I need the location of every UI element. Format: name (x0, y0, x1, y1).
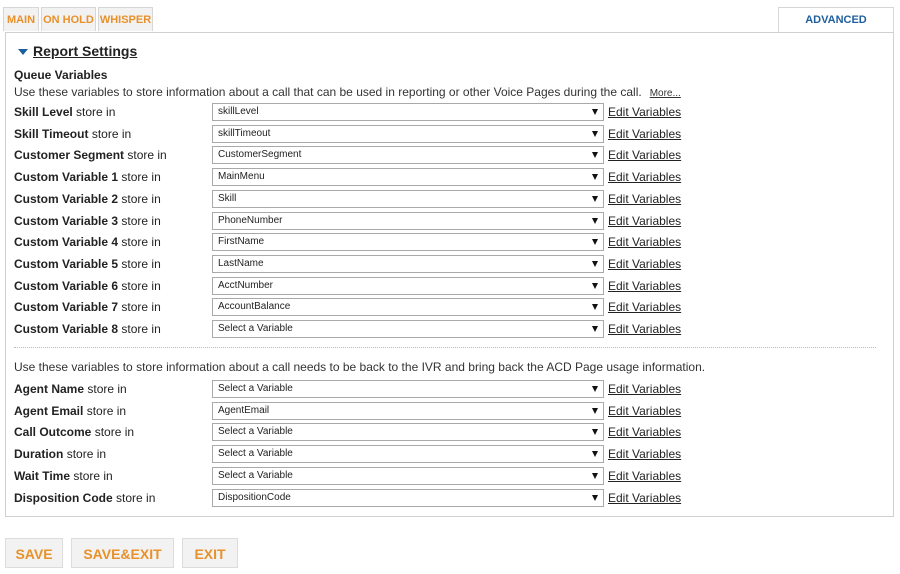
variable-name: Duration (14, 447, 64, 462)
variable-label (14, 105, 115, 119)
acd-variables-description: Use these variables to store information about a call needs to be back to the IVR and bring back the ACD Page usage information. (14, 360, 706, 374)
variable-row (14, 320, 894, 340)
variable-name: Customer Segment (14, 148, 125, 163)
variable-label (14, 322, 161, 336)
store-in-text: store in (127, 148, 167, 163)
variable-select-value: LastName (218, 257, 264, 269)
variable-select[interactable] (212, 125, 604, 143)
variable-select-value: Select a Variable (218, 448, 293, 460)
variable-row (14, 125, 894, 145)
variable-row (14, 445, 894, 465)
variable-select-value: skillTimeout (218, 127, 271, 139)
dropdown-arrow-icon (592, 196, 598, 202)
dropdown-arrow-icon (592, 152, 598, 158)
exit-button[interactable]: EXIT (182, 538, 238, 568)
dropdown-arrow-icon (592, 174, 598, 180)
edit-variables-link[interactable]: Edit Variables (608, 213, 682, 228)
variable-select-value: AccountBalance (218, 301, 291, 313)
store-in-text: store in (121, 191, 161, 206)
variable-label (14, 382, 127, 396)
variable-row (14, 467, 894, 487)
dropdown-arrow-icon (592, 109, 598, 115)
edit-variables-link[interactable]: Edit Variables (608, 235, 682, 250)
edit-variables-link[interactable]: Edit Variables (608, 300, 682, 315)
variable-label (14, 491, 155, 505)
store-in-text: store in (121, 256, 161, 271)
dropdown-arrow-icon (592, 239, 598, 245)
variable-select[interactable] (212, 380, 604, 398)
variable-name: Agent Name (14, 382, 85, 396)
dropdown-arrow-icon (592, 304, 598, 310)
store-in-text: store in (91, 126, 132, 141)
dropdown-arrow-icon (592, 131, 598, 137)
variable-name: Disposition Code (14, 490, 113, 505)
variable-row (14, 212, 894, 232)
tab-bar (0, 7, 900, 33)
variable-select-value: skillLevel (218, 106, 259, 117)
edit-variables-link[interactable]: Edit Variables (608, 191, 682, 206)
variable-label (14, 469, 113, 483)
queue-variables-heading: Queue Variables (14, 68, 108, 82)
collapse-triangle-icon[interactable] (18, 49, 28, 55)
variable-row (14, 168, 894, 188)
edit-variables-link[interactable]: Edit Variables (608, 322, 682, 336)
variable-label (14, 425, 134, 439)
variable-row (14, 402, 894, 422)
edit-variables-link[interactable]: Edit Variables (608, 382, 682, 396)
variable-name: Custom Variable 7 (14, 300, 119, 315)
store-in-text: store in (121, 300, 161, 315)
variable-select[interactable] (212, 320, 604, 338)
store-in-text: store in (86, 403, 127, 418)
variable-select[interactable] (212, 277, 604, 295)
edit-variables-link[interactable]: Edit Variables (608, 447, 682, 462)
variable-label (14, 192, 161, 206)
variable-label (14, 279, 161, 293)
variable-name: Custom Variable 3 (14, 213, 119, 228)
variable-select[interactable] (212, 255, 604, 273)
variable-select-value: AgentEmail (218, 404, 270, 416)
edit-variables-link[interactable]: Edit Variables (608, 126, 682, 141)
store-in-text: store in (66, 447, 107, 462)
dropdown-arrow-icon (592, 283, 598, 289)
variable-select-value: PhoneNumber (218, 214, 283, 226)
variable-select-value: Select a Variable (218, 383, 293, 394)
variable-name: Custom Variable 1 (14, 170, 119, 185)
variable-label (14, 214, 161, 228)
dropdown-arrow-icon (592, 429, 598, 435)
variable-label (14, 235, 161, 249)
store-in-text: store in (116, 490, 156, 505)
variable-select-value: Select a Variable (218, 426, 293, 438)
variable-name: Custom Variable 6 (14, 278, 119, 293)
variable-name: Custom Variable 8 (14, 322, 119, 336)
variable-row (14, 146, 894, 166)
variable-select-value: Skill (218, 192, 237, 204)
dropdown-arrow-icon (592, 408, 598, 414)
report-settings-panel (5, 32, 894, 517)
variable-name: Custom Variable 5 (14, 256, 119, 271)
dropdown-arrow-icon (592, 495, 598, 501)
variable-name: Skill Level (14, 105, 73, 119)
variable-select[interactable] (212, 423, 604, 441)
variable-select[interactable] (212, 402, 604, 420)
tab-on-hold[interactable]: ON HOLD (41, 7, 96, 31)
variable-label (14, 404, 126, 418)
variable-select[interactable] (212, 233, 604, 251)
variable-select[interactable] (212, 212, 604, 230)
variable-label (14, 170, 161, 184)
variable-select[interactable] (212, 168, 604, 186)
variable-select[interactable] (212, 298, 604, 316)
variable-select-value: Select a Variable (218, 323, 293, 334)
variable-select[interactable] (212, 489, 604, 507)
variable-name: Custom Variable 2 (14, 191, 119, 206)
edit-variables-link[interactable]: Edit Variables (608, 403, 682, 418)
edit-variables-link[interactable]: Edit Variables (608, 425, 682, 440)
section-divider (14, 347, 876, 348)
variable-select-value: DispositionCode (218, 491, 291, 503)
variable-name: Call Outcome (14, 425, 92, 440)
queue-variables-description (14, 85, 681, 99)
store-in-text: store in (121, 322, 161, 336)
dropdown-arrow-icon (592, 451, 598, 457)
variable-select-value: MainMenu (218, 171, 265, 183)
variable-row (14, 103, 894, 123)
variable-label (14, 447, 106, 461)
report-settings-header[interactable] (18, 43, 137, 59)
variable-select-value: FirstName (218, 236, 265, 248)
report-settings-title[interactable]: Report Settings (33, 43, 138, 59)
tab-main[interactable]: MAIN (3, 7, 39, 31)
edit-variables-link[interactable]: Edit Variables (608, 105, 682, 119)
store-in-text: store in (73, 468, 113, 483)
store-in-text: store in (121, 213, 161, 228)
store-in-text: store in (121, 170, 161, 185)
variable-row (14, 255, 894, 275)
variable-row (14, 380, 894, 400)
variable-name: Skill Timeout (14, 126, 89, 141)
variable-row (14, 277, 894, 297)
edit-variables-link[interactable]: Edit Variables (608, 468, 682, 483)
save-exit-button[interactable]: SAVE&EXIT (71, 538, 174, 568)
store-in-text: store in (94, 425, 135, 440)
edit-variables-link[interactable]: Edit Variables (608, 278, 682, 293)
variable-select[interactable] (212, 103, 604, 121)
variable-label (14, 127, 131, 141)
variable-select-value: Select a Variable (218, 469, 293, 481)
variable-label (14, 300, 161, 314)
queue-description-text: Use these variables to store information about a call that can be used in reporting or other Voice Pages during the call. (14, 85, 642, 99)
dropdown-arrow-icon (592, 473, 598, 479)
store-in-text: store in (121, 235, 161, 250)
variable-row (14, 489, 894, 509)
edit-variables-link[interactable]: Edit Variables (608, 148, 682, 163)
variable-select[interactable] (212, 445, 604, 463)
dropdown-arrow-icon (592, 386, 598, 392)
variable-select[interactable] (212, 190, 604, 208)
edit-variables-link[interactable]: Edit Variables (608, 170, 682, 185)
variable-label (14, 257, 161, 271)
save-button[interactable]: SAVE (5, 538, 63, 568)
tab-advanced-options[interactable]: ADVANCED (778, 7, 894, 33)
dropdown-arrow-icon (592, 261, 598, 267)
variable-name: Wait Time (14, 468, 71, 483)
variable-name: Custom Variable 4 (14, 235, 119, 250)
variable-select[interactable] (212, 467, 604, 485)
variable-select[interactable] (212, 146, 604, 164)
tab-whisper[interactable]: WHISPER (98, 7, 153, 31)
dropdown-arrow-icon (592, 218, 598, 224)
variable-row (14, 423, 894, 443)
variable-select-value: CustomerSegment (218, 149, 302, 161)
variable-row (14, 233, 894, 253)
store-in-text: store in (87, 382, 127, 396)
variable-row (14, 190, 894, 210)
variable-row (14, 298, 894, 318)
dropdown-arrow-icon (592, 326, 598, 332)
more-link[interactable]: More... (649, 88, 681, 99)
edit-variables-link[interactable]: Edit Variables (608, 490, 682, 505)
variable-label (14, 148, 167, 162)
store-in-text: store in (121, 278, 161, 293)
store-in-text: store in (76, 105, 116, 119)
variable-name: Agent Email (14, 403, 84, 418)
variable-select-value: AcctNumber (218, 279, 274, 291)
edit-variables-link[interactable]: Edit Variables (608, 256, 682, 271)
